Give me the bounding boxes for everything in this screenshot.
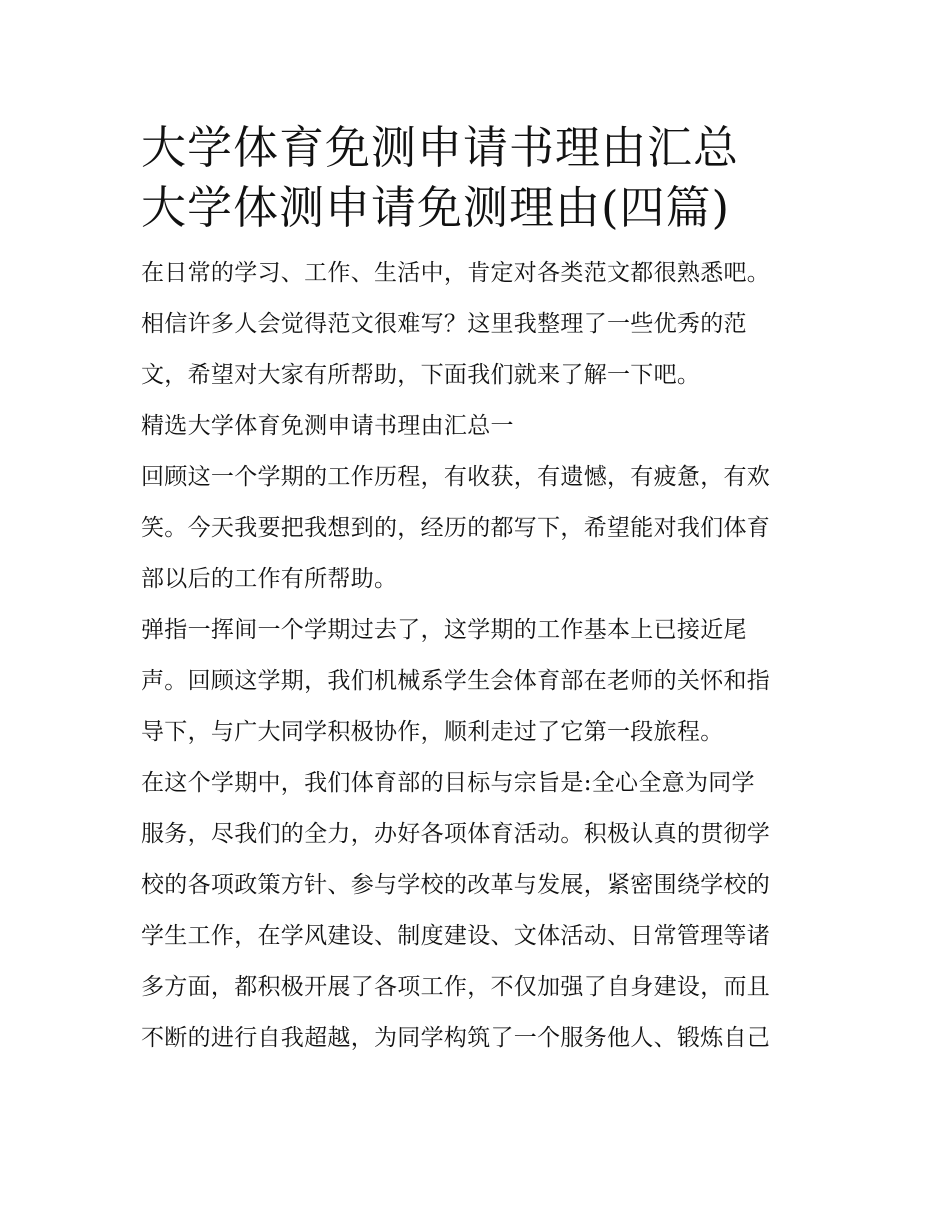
body-line: 多方面，都积极开展了各项工作，不仅加强了自身建设，而且	[141, 974, 771, 1000]
document-title	[141, 118, 811, 238]
body-line: 声。回顾这学期，我们机械系学生会体育部在老师的关怀和指	[141, 668, 771, 694]
body-line: 部以后的工作有所帮助。	[141, 566, 398, 592]
title-line-2: 大学体测申请免测理由(四篇)	[141, 181, 731, 234]
body-line: 在日常的学习、工作、生活中，肯定对各类范文都很熟悉吧。	[141, 260, 771, 286]
title-line-1: 大学体育免测申请书理由汇总	[141, 121, 740, 174]
body-line: 文，希望对大家有所帮助，下面我们就来了解一下吧。	[141, 362, 701, 388]
document-content	[141, 118, 811, 1064]
body-line: 回顾这一个学期的工作历程，有收获，有遗憾，有疲惫，有欢	[141, 464, 771, 490]
document-body	[141, 248, 811, 1064]
section-heading: 精选大学体育免测申请书理由汇总一	[141, 413, 514, 439]
body-line: 不断的进行自我超越，为同学构筑了一个服务他人、锻炼自己	[141, 1025, 771, 1051]
body-line: 学生工作，在学风建设、制度建设、文体活动、日常管理等诸	[141, 923, 771, 949]
body-line: 导下，与广大同学积极协作，顺利走过了它第一段旅程。	[141, 719, 724, 745]
body-line: 笑。今天我要把我想到的，经历的都写下，希望能对我们体育	[141, 515, 771, 541]
body-line: 校的各项政策方针、参与学校的改革与发展，紧密围绕学校的	[141, 872, 771, 898]
body-line: 弹指一挥间一个学期过去了，这学期的工作基本上已接近尾	[141, 617, 747, 643]
body-line: 在这个学期中，我们体育部的目标与宗旨是:全心全意为同学	[141, 770, 755, 796]
body-line: 服务，尽我们的全力，办好各项体育活动。积极认真的贯彻学	[141, 821, 771, 847]
body-line: 相信许多人会觉得范文很难写？这里我整理了一些优秀的范	[141, 311, 747, 337]
